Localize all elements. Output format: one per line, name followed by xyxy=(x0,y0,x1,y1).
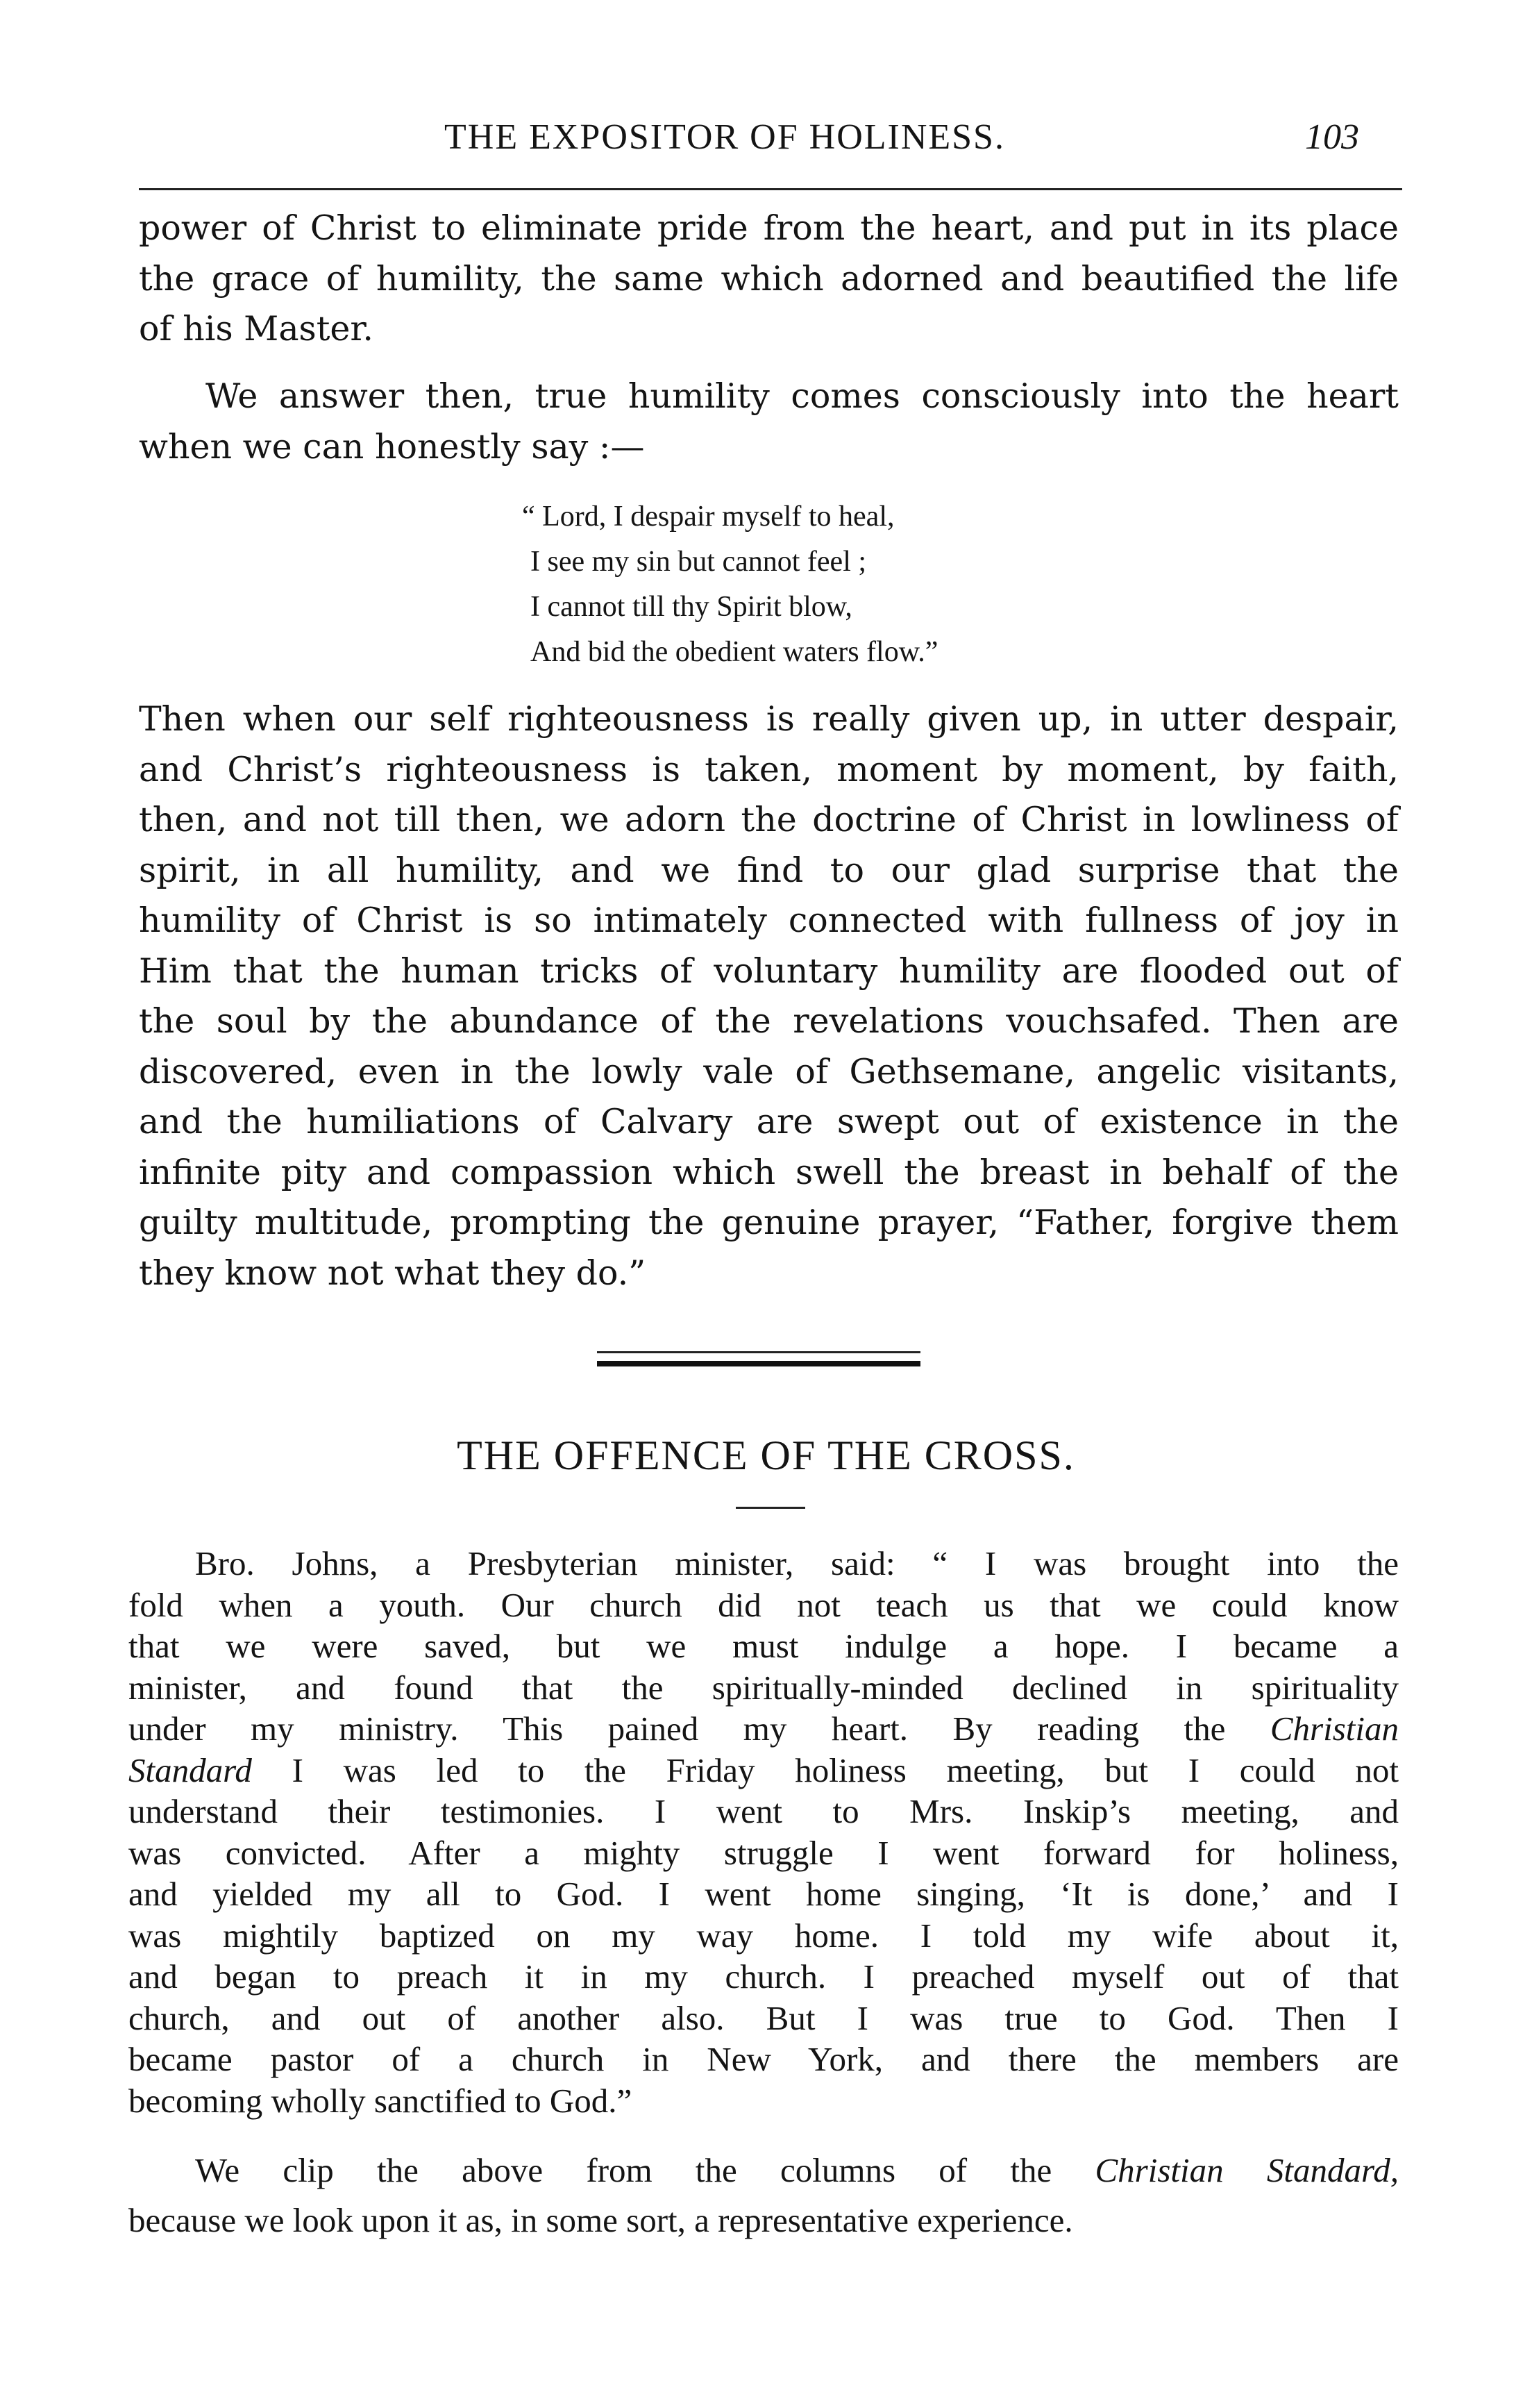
text-line: the soul by the abundance of the revelations vouchsafed. Then are xyxy=(139,1001,1399,1041)
line-text: under my ministry. This pained my heart. By reading the xyxy=(128,1709,1226,1748)
text-line: church, and out of another also. But I was true to God. Then I xyxy=(128,1998,1399,2037)
text-line: that we were saved, but we must indulge a hope. I became a xyxy=(128,1627,1399,1665)
text-line: the grace of humility, the same which adorned and beautified the life xyxy=(139,258,1399,299)
text-line xyxy=(128,1708,1399,1750)
text-line: and Christ’s righteousness is taken, moment by moment, by faith, xyxy=(139,749,1399,789)
title-rule xyxy=(736,1507,805,1509)
text-line: was convicted. After a mighty struggle I went forward for holiness, xyxy=(128,1833,1399,1872)
text-line: Bro. Johns, a Presbyterian minister, said: “ I was brought into the xyxy=(195,1544,1399,1582)
page-number: 103 xyxy=(1305,117,1359,157)
section-divider xyxy=(597,1351,920,1372)
text-line: and the humiliations of Calvary are swept out of existence in the xyxy=(139,1102,1399,1142)
text-line: was mightily baptized on my way home. I told my wife about it, xyxy=(128,1916,1399,1955)
text-line: Then when our self righteousness is really given up, in utter despair, xyxy=(139,699,1399,739)
header-rule xyxy=(139,188,1402,190)
text-line: of his Master. xyxy=(139,309,373,349)
text-line: and yielded my all to God. I went home singing, ‘It is done,’ and I xyxy=(128,1875,1399,1913)
running-head xyxy=(0,117,1532,172)
text-line: guilty multitude, prompting the genuine prayer, “Father, forgive them xyxy=(139,1203,1399,1242)
text-line: infinite pity and compassion which swell the breast in behalf of the xyxy=(139,1152,1399,1192)
section-title: THE OFFENCE OF THE CROSS. xyxy=(457,1432,1075,1478)
text-line xyxy=(128,1750,1399,1791)
text-line: because we look upon it as, in some sort, a representative experience. xyxy=(128,2201,1073,2239)
text-line: becoming wholly sanctified to God.” xyxy=(128,2081,632,2120)
poem-line: I see my sin but cannot feel ; xyxy=(530,546,867,578)
text-line: humility of Christ is so intimately connected with fullness of joy in xyxy=(139,901,1399,940)
paragraph-humility xyxy=(139,371,1399,472)
text-line: became pastor of a church in New York, and there the members are xyxy=(128,2040,1399,2078)
paragraph-continuation xyxy=(139,203,1399,355)
line-text: I was led to the Friday holiness meeting, but I could not xyxy=(251,1750,1399,1789)
text-line: fold when a youth. Our church did not teach us that we could know xyxy=(128,1585,1399,1624)
hymn-quotation xyxy=(522,494,938,675)
publication-title: Christian Standard, xyxy=(1095,2151,1399,2189)
text-line: they know not what they do.” xyxy=(139,1253,646,1293)
text-line: then, and not till then, we adorn the doctrine of Christ in lowliness of xyxy=(139,800,1399,839)
text-line: We answer then, true humility comes consciously into the heart xyxy=(205,376,1399,416)
text-line: discovered, even in the lowly vale of Gethsemane, angelic visitants, xyxy=(139,1051,1399,1092)
text-line: spirit, in all humility, and we find to our glad surprise that the xyxy=(139,850,1399,890)
publication-title-continued: Standard xyxy=(128,1750,252,1789)
text-line: when we can honestly say :— xyxy=(139,426,645,467)
poem-line: I cannot till thy Spirit blow, xyxy=(530,591,852,623)
divider-thick-rule xyxy=(597,1361,920,1366)
divider-thin-rule xyxy=(597,1351,920,1353)
text-line xyxy=(128,2146,1399,2196)
line-text: We clip the above from the columns of the xyxy=(195,2151,1095,2189)
paragraph-closing xyxy=(128,2146,1399,2246)
paragraph-righteousness xyxy=(139,694,1399,1298)
paragraph-testimony xyxy=(128,1543,1399,2121)
text-line: power of Christ to eliminate pride from the heart, and put in its place xyxy=(139,208,1399,248)
publication-title: Christian xyxy=(1270,1709,1399,1748)
poem-line: And bid the obedient waters flow.” xyxy=(530,636,938,668)
poem-line: “ Lord, I despair myself to heal, xyxy=(522,501,895,533)
running-title: THE EXPOSITOR OF HOLINESS. xyxy=(444,117,1005,157)
text-line: understand their testimonies. I went to Mrs. Inskip’s meeting, and xyxy=(128,1792,1399,1830)
text-line: Him that the human tricks of voluntary humility are flooded out of xyxy=(139,951,1399,991)
text-line: and began to preach it in my church. I preached myself out of that xyxy=(128,1957,1399,1996)
text-line: minister, and found that the spiritually-minded declined in spirituality xyxy=(128,1668,1399,1707)
